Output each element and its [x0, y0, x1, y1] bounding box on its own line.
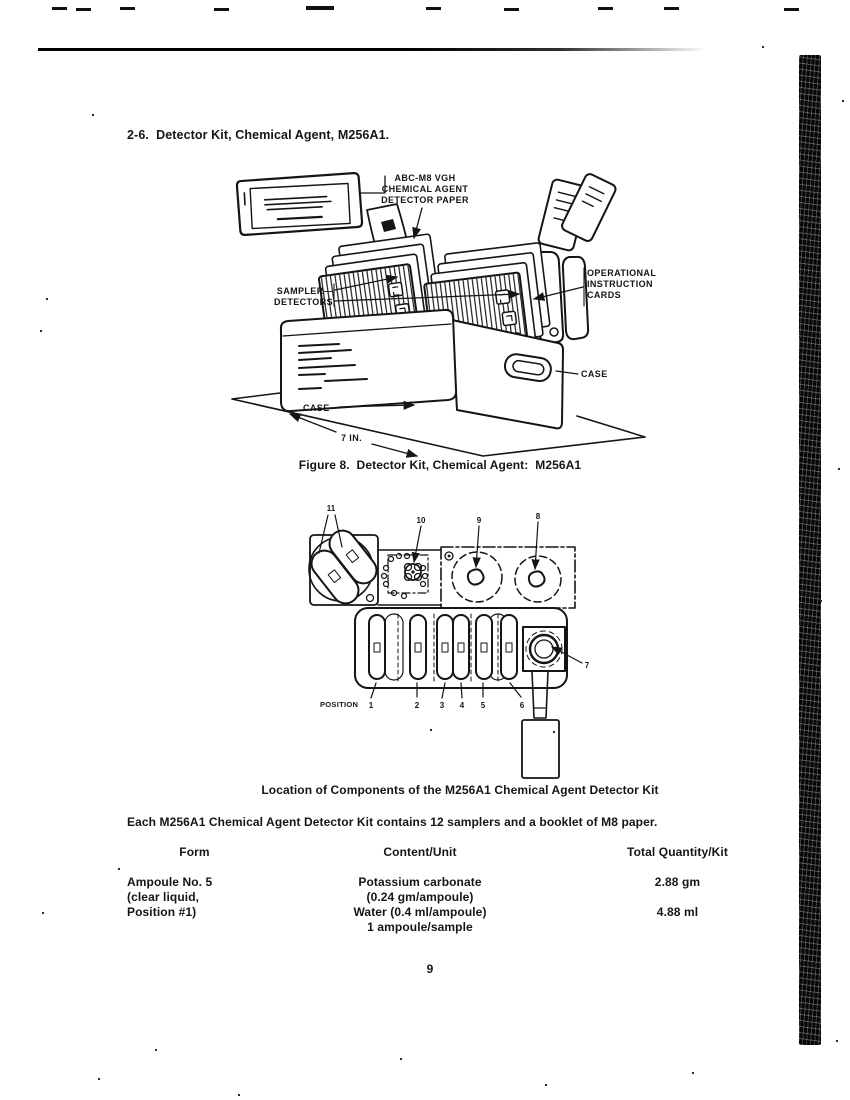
callout-9: 9: [476, 516, 482, 525]
form-line: Ampoule No. 5: [127, 875, 213, 889]
component-location-caption: Location of Components of the M256A1 Chemical Agent Detector Kit: [261, 783, 659, 797]
position-2: 2: [414, 701, 420, 710]
label-cards-1: OPERATIONAL: [587, 268, 657, 278]
label-dimension: 7 IN.: [341, 433, 363, 443]
case-body: [281, 310, 456, 411]
callout-8: 8: [535, 512, 541, 521]
intro-text: Each M256A1 Chemical Agent Detector Kit contains 12 samplers and a booklet of M8 paper.: [127, 815, 658, 829]
callout-11: 11: [326, 504, 336, 513]
table-row-form: [127, 875, 277, 920]
label-case-right: CASE: [581, 369, 608, 379]
section-heading: 2-6. Detector Kit, Chemical Agent, M256A1.: [127, 128, 390, 142]
label-detector-paper-3: DETECTOR PAPER: [381, 195, 469, 205]
content-line: Potassium carbonate: [358, 875, 482, 889]
table-header-form: Form: [179, 845, 210, 859]
quantity-value-1: 2.88 gm: [654, 875, 701, 889]
header-rule: [38, 48, 706, 51]
test-spot-panel: [378, 550, 441, 605]
scan-dash-thick: [306, 6, 334, 10]
position-5: 5: [480, 701, 486, 710]
table-row-content: [330, 875, 510, 935]
callout-10: 10: [416, 516, 426, 525]
content-line: 1 ampoule/sample: [367, 920, 473, 934]
component-location-drawing: [295, 495, 595, 790]
position-1: 1: [368, 701, 374, 710]
page-number: 9: [426, 962, 434, 976]
table-header-content: Content/Unit: [383, 845, 457, 859]
label-sampler-2: DETECTORS: [274, 297, 333, 307]
table-header-quantity: Total Quantity/Kit: [627, 845, 728, 859]
quantity-value-2: 4.88 ml: [656, 905, 699, 919]
label-detector-paper-1: ABC-M8 VGH: [394, 173, 456, 183]
position-label: POSITION: [320, 700, 359, 709]
scan-specks: [0, 0, 2, 2]
label-case-bottom: CASE: [303, 403, 330, 413]
detector-spot-plate: [441, 547, 575, 608]
figure-8-drawing: [225, 160, 665, 462]
figure-8-caption: Figure 8. Detector Kit, Chemical Agent: M256A1: [298, 458, 582, 472]
position-3: 3: [439, 701, 445, 710]
scan-dash-row: [52, 7, 67, 10]
scan-binding-bar: [799, 55, 821, 1045]
form-line: Position #1): [127, 905, 197, 919]
heater-pad-panel: [306, 525, 381, 608]
m8-paper-booklet: [237, 173, 363, 235]
instruction-cards: [538, 172, 618, 251]
label-sampler-1: SAMPLER—: [276, 286, 333, 296]
content-line: Water (0.4 ml/ampoule): [353, 905, 487, 919]
label-cards-2: INSTRUCTION: [587, 279, 653, 289]
position-4: 4: [459, 701, 465, 710]
label-cards-3: CARDS: [587, 290, 622, 300]
callout-7: 7: [584, 661, 590, 670]
label-detector-paper-2: CHEMICAL AGENT: [381, 184, 469, 194]
form-line: (clear liquid,: [127, 890, 200, 904]
lens-square: [523, 627, 565, 671]
content-line: (0.24 gm/ampoule): [366, 890, 474, 904]
position-6: 6: [519, 701, 525, 710]
